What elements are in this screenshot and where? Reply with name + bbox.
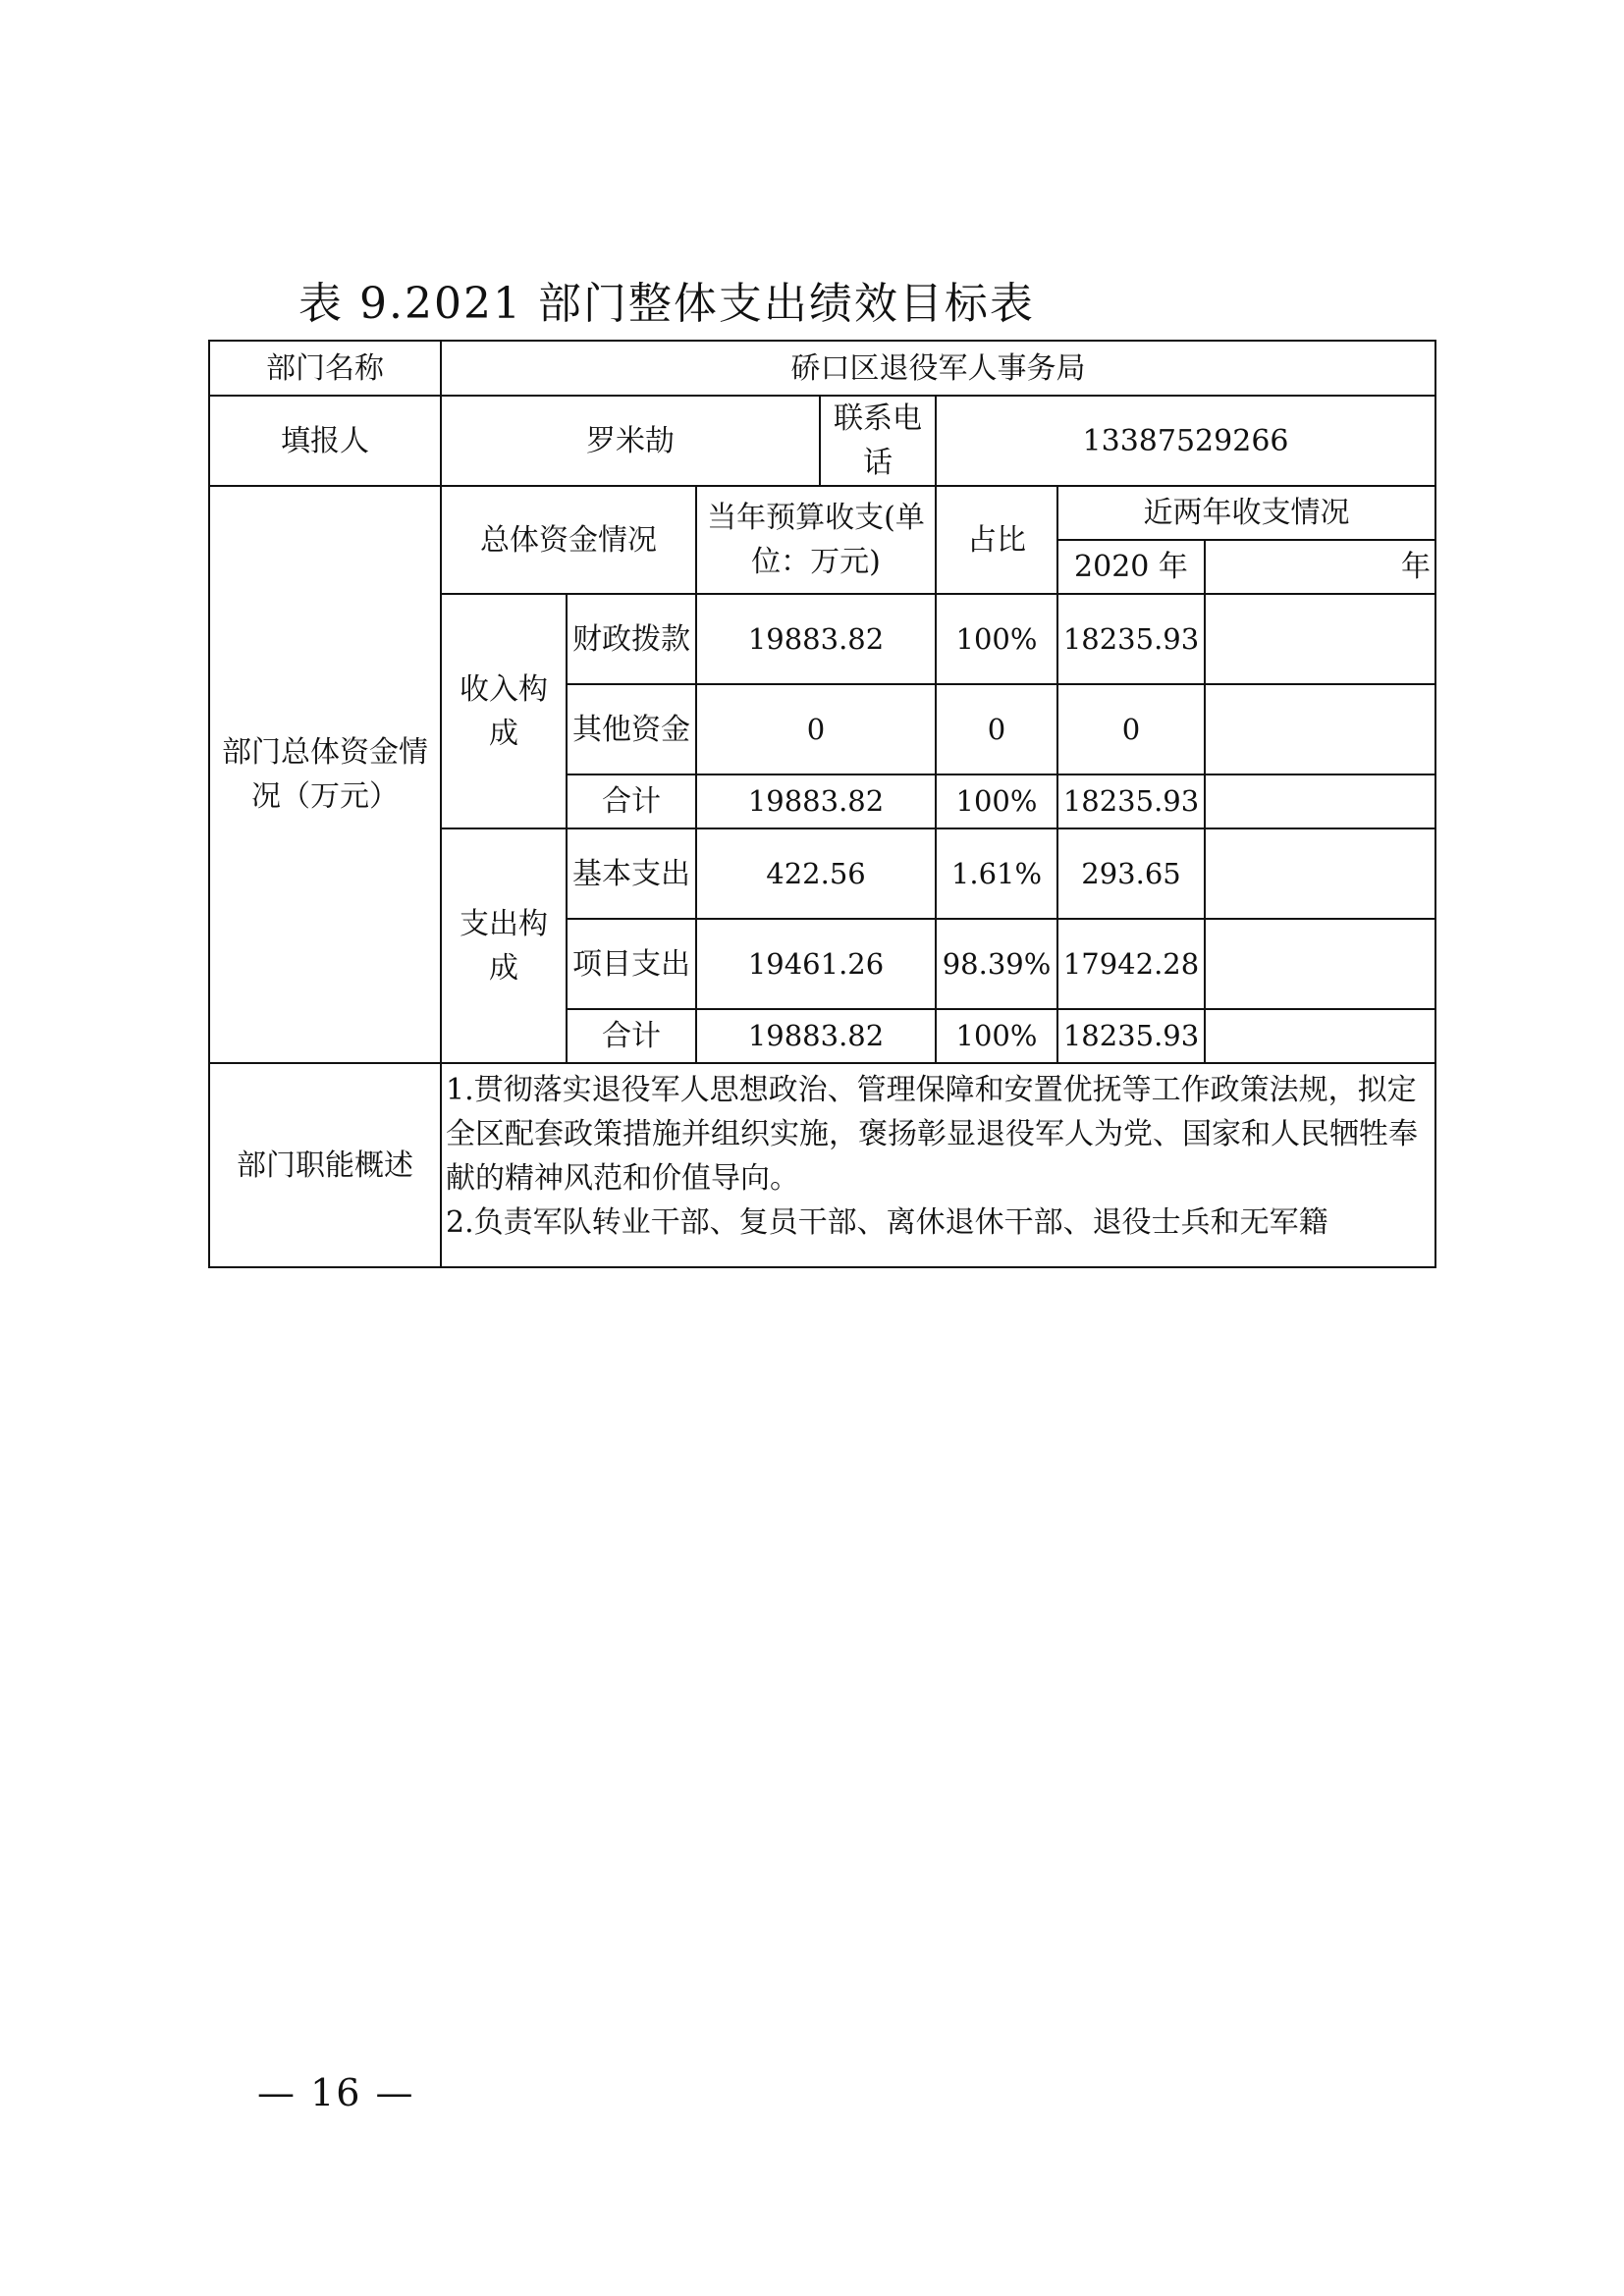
- dept-name-label: 部门名称: [209, 341, 441, 396]
- other-year2: [1205, 684, 1435, 774]
- function-text-2: 2.负责军队转业干部、复员干部、离休退休干部、退役士兵和无军籍: [446, 1205, 1328, 1240]
- basic-ratio: 1.61%: [936, 828, 1057, 919]
- expense-total-year2: [1205, 1009, 1435, 1063]
- income-total-2020: 18235.93: [1057, 774, 1205, 828]
- page-number: — 16 —: [257, 2071, 415, 2114]
- function-label: 部门职能概述: [209, 1063, 441, 1267]
- funds-section-label: 部门总体资金情况（万元）: [209, 486, 441, 1063]
- project-label: 项目支出: [567, 919, 696, 1009]
- income-total-label: 合计: [567, 774, 696, 828]
- fiscal-label: 财政拨款: [567, 594, 696, 684]
- income-total-ratio: 100%: [936, 774, 1057, 828]
- project-budget: 19461.26: [696, 919, 936, 1009]
- project-ratio: 98.39%: [936, 919, 1057, 1009]
- filler-label: 填报人: [209, 396, 441, 486]
- dept-name-value: 硚口区退役军人事务局: [441, 341, 1435, 396]
- recent-years-label: 近两年收支情况: [1057, 486, 1435, 540]
- income-label: 收入构成: [441, 594, 567, 828]
- budget-label: 当年预算收支(单位：万元): [696, 486, 936, 594]
- function-description: [441, 1063, 1435, 1267]
- expense-label: 支出构成: [441, 828, 567, 1063]
- row-filler: [209, 396, 1435, 486]
- basic-label: 基本支出: [567, 828, 696, 919]
- expense-total-budget: 19883.82: [696, 1009, 936, 1063]
- expense-total-label: 合计: [567, 1009, 696, 1063]
- income-total-budget: 19883.82: [696, 774, 936, 828]
- fiscal-year2: [1205, 594, 1435, 684]
- expense-total-ratio: 100%: [936, 1009, 1057, 1063]
- phone-value: 13387529266: [936, 396, 1435, 486]
- row-function: [209, 1063, 1435, 1267]
- year-2020-label: 2020 年: [1057, 540, 1205, 594]
- expense-total-2020: 18235.93: [1057, 1009, 1205, 1063]
- year-2-label: 年: [1205, 540, 1435, 594]
- basic-year2: [1205, 828, 1435, 919]
- row-header-1: [209, 486, 1435, 540]
- other-2020: 0: [1057, 684, 1205, 774]
- basic-budget: 422.56: [696, 828, 936, 919]
- other-ratio: 0: [936, 684, 1057, 774]
- basic-2020: 293.65: [1057, 828, 1205, 919]
- performance-table: [208, 340, 1436, 1268]
- function-text-1: 1.贯彻落实退役军人思想政治、管理保障和安置优抚等工作政策法规，拟定全区配套政策措施并组织实施，褒扬彰显退役军人为党、国家和人民牺牲奉献的精神风范和价值导向。: [446, 1073, 1418, 1196]
- project-year2: [1205, 919, 1435, 1009]
- other-label: 其他资金: [567, 684, 696, 774]
- phone-label: 联系电话: [820, 396, 936, 486]
- filler-value: 罗米劼: [441, 396, 820, 486]
- project-2020: 17942.28: [1057, 919, 1205, 1009]
- page-title: 表 9.2021 部门整体支出绩效目标表: [298, 279, 1035, 329]
- row-dept-name: [209, 341, 1435, 396]
- overall-funds-label: 总体资金情况: [441, 486, 696, 594]
- other-budget: 0: [696, 684, 936, 774]
- fiscal-2020: 18235.93: [1057, 594, 1205, 684]
- income-total-year2: [1205, 774, 1435, 828]
- ratio-label: 占比: [936, 486, 1057, 594]
- fiscal-ratio: 100%: [936, 594, 1057, 684]
- fiscal-budget: 19883.82: [696, 594, 936, 684]
